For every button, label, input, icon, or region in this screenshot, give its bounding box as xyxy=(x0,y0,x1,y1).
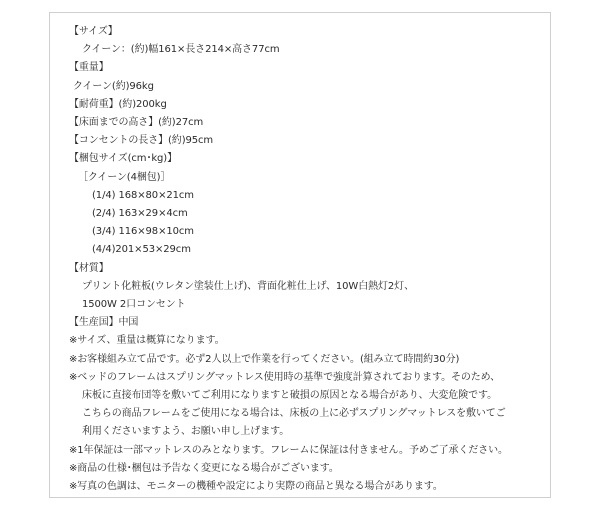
note-line: ※1年保証は一部マットレスのみとなります。フレームに保証は付きません。予めご了承ください。 xyxy=(69,444,508,456)
origin-line: 【生産国】中国 xyxy=(69,317,139,329)
weight-value: クイーン(約)96kg xyxy=(73,80,154,92)
package-item: (1/4) 168×80×21cm xyxy=(92,189,194,201)
size-value: クイーン：(約)幅161×長さ214×高さ77cm xyxy=(82,44,280,56)
note-line: ※お客様組み立て品です。必ず2人以上で作業を行ってください。(組み立て時間約30分) xyxy=(69,353,460,365)
floor-height-line: 【床面までの高さ】(約)27cm xyxy=(69,117,204,129)
note-line: ※サイズ、重量は概算になります。 xyxy=(69,335,225,347)
load-line: 【耐荷重】(約)200kg xyxy=(69,98,167,110)
note-line: ※商品の仕様･梱包は予告なく変更になる場合がございます。 xyxy=(69,462,339,474)
package-item: (3/4) 116×98×10cm xyxy=(92,226,194,238)
spec-list xyxy=(69,23,539,496)
note-line: こちらの商品フレームをご使用になる場合は、床板の上に必ずスプリングマットレスを敷いてご xyxy=(82,408,506,420)
material-value: 1500W 2口コンセント xyxy=(82,299,186,311)
outlet-line: 【コンセントの長さ】(約)95cm xyxy=(69,135,214,147)
package-item: (4/4)201×53×29cm xyxy=(92,244,191,256)
note-line: ※ベッドのフレームはスプリングマットレス使用時の基準で強度計算されております。そのため、 xyxy=(69,371,501,383)
material-heading: 【材質】 xyxy=(69,262,109,274)
note-line: ※写真の色調は、モニターの機種や設定により実際の商品と異なる場合があります。 xyxy=(69,481,443,493)
size-heading: 【サイズ】 xyxy=(69,26,118,37)
weight-heading: 【重量】 xyxy=(69,62,109,74)
package-item: (2/4) 163×29×4cm xyxy=(92,208,188,220)
package-group: ［クイーン(4梱包)］ xyxy=(78,171,171,183)
note-line: 利用くださいますよう、お願い申し上げます。 xyxy=(82,426,290,438)
note-line: 床板に直接布団等を敷いてご利用になりますと破損の原因となる場合があり、大変危険です。 xyxy=(82,390,497,402)
package-heading: 【梱包サイズ(cm･kg)】 xyxy=(69,153,177,165)
material-value: プリント化粧板(ウレタン塗装仕上げ)、背面化粧仕上げ、10W白熱灯2灯、 xyxy=(82,280,414,292)
